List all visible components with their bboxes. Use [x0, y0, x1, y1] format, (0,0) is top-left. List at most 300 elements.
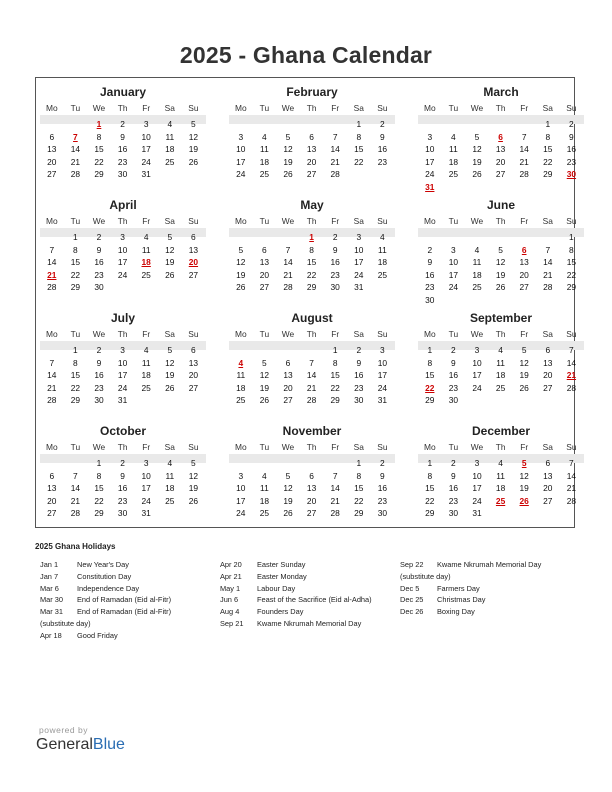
date-cell[interactable]: 18: [472, 269, 482, 280]
date-cell[interactable]: 6: [191, 232, 196, 242]
date-cell[interactable]: 25: [472, 282, 482, 293]
date-cell[interactable]: 30: [117, 508, 128, 519]
holiday-date-cell[interactable]: 22: [425, 382, 435, 393]
date-cell[interactable]: 25: [165, 495, 175, 506]
date-cell[interactable]: 26: [519, 382, 529, 393]
date-cell[interactable]: 15: [354, 144, 364, 155]
date-cell[interactable]: 17: [236, 156, 246, 167]
holiday-date-cell[interactable]: 31: [425, 182, 435, 192]
date-cell[interactable]: 12: [472, 144, 482, 155]
date-cell[interactable]: 27: [495, 169, 506, 180]
date-cell[interactable]: 21: [519, 156, 529, 167]
date-cell[interactable]: 24: [236, 508, 246, 519]
date-cell[interactable]: 29: [354, 508, 364, 519]
date-cell[interactable]: 11: [449, 144, 458, 155]
date-cell[interactable]: 7: [545, 244, 551, 255]
date-cell[interactable]: 3: [474, 458, 480, 468]
date-cell[interactable]: 26: [283, 169, 293, 180]
date-cell[interactable]: 30: [448, 508, 459, 519]
date-cell[interactable]: 18: [259, 495, 270, 506]
date-cell[interactable]: 30: [354, 395, 364, 406]
date-cell[interactable]: 10: [117, 244, 128, 255]
date-cell[interactable]: 30: [377, 508, 388, 519]
date-cell[interactable]: 11: [141, 357, 151, 368]
date-cell[interactable]: 15: [70, 257, 81, 268]
date-cell[interactable]: 11: [496, 470, 505, 481]
date-cell[interactable]: 18: [236, 382, 246, 393]
date-cell[interactable]: 23: [566, 156, 577, 167]
date-cell[interactable]: 14: [330, 483, 340, 494]
date-cell[interactable]: 28: [47, 282, 57, 293]
date-cell[interactable]: 28: [70, 169, 81, 180]
date-cell[interactable]: 4: [380, 232, 385, 242]
date-cell[interactable]: 1: [545, 119, 551, 129]
holiday-date-cell[interactable]: 6: [498, 131, 503, 142]
date-cell[interactable]: 18: [495, 483, 506, 494]
date-cell[interactable]: 8: [73, 357, 78, 368]
date-cell[interactable]: 18: [165, 483, 175, 494]
date-cell[interactable]: 7: [521, 131, 527, 142]
date-cell[interactable]: 22: [425, 495, 435, 506]
date-cell[interactable]: 16: [330, 257, 340, 268]
date-cell[interactable]: 25: [236, 395, 246, 406]
date-cell[interactable]: 9: [427, 257, 433, 268]
date-cell[interactable]: 28: [330, 508, 340, 519]
date-cell[interactable]: 27: [47, 169, 57, 180]
date-cell[interactable]: 19: [519, 483, 529, 494]
date-cell[interactable]: 6: [49, 131, 55, 142]
date-cell[interactable]: 19: [188, 144, 199, 155]
date-cell[interactable]: 19: [495, 269, 506, 280]
date-cell[interactable]: 22: [70, 382, 81, 393]
date-cell[interactable]: 20: [495, 156, 506, 167]
date-cell[interactable]: 24: [141, 495, 151, 506]
date-cell[interactable]: 6: [49, 470, 55, 481]
date-cell[interactable]: 9: [569, 131, 574, 142]
date-cell[interactable]: 9: [380, 470, 385, 481]
date-cell[interactable]: 17: [448, 269, 459, 280]
date-cell[interactable]: 22: [543, 156, 553, 167]
date-cell[interactable]: 10: [141, 470, 151, 481]
date-cell[interactable]: 14: [70, 144, 81, 155]
date-cell[interactable]: 22: [94, 495, 104, 506]
date-cell[interactable]: 28: [70, 508, 81, 519]
date-cell[interactable]: 9: [120, 131, 125, 142]
date-cell[interactable]: 14: [543, 257, 553, 268]
date-cell[interactable]: 23: [117, 495, 128, 506]
date-cell[interactable]: 20: [259, 269, 270, 280]
date-cell[interactable]: 19: [165, 257, 175, 268]
date-cell[interactable]: 11: [260, 144, 269, 155]
date-cell[interactable]: 10: [472, 357, 482, 368]
date-cell[interactable]: 27: [306, 508, 317, 519]
date-cell[interactable]: 1: [332, 345, 338, 355]
date-cell[interactable]: 23: [330, 269, 340, 280]
date-cell[interactable]: 18: [141, 370, 151, 381]
date-cell[interactable]: 24: [141, 156, 151, 167]
date-cell[interactable]: 7: [49, 357, 55, 368]
date-cell[interactable]: 27: [543, 382, 553, 393]
date-cell[interactable]: 29: [425, 508, 435, 519]
date-cell[interactable]: 2: [96, 345, 102, 355]
date-cell[interactable]: 21: [70, 156, 81, 167]
date-cell[interactable]: 5: [521, 345, 527, 355]
date-cell[interactable]: 29: [543, 169, 553, 180]
date-cell[interactable]: 2: [120, 458, 125, 468]
date-cell[interactable]: 13: [259, 257, 270, 268]
date-cell[interactable]: 9: [96, 244, 102, 255]
date-cell[interactable]: 5: [498, 244, 503, 255]
date-cell[interactable]: 23: [117, 156, 128, 167]
date-cell[interactable]: 12: [519, 470, 529, 481]
date-cell[interactable]: 13: [283, 370, 293, 381]
date-cell[interactable]: 12: [283, 483, 293, 494]
date-cell[interactable]: 2: [451, 458, 456, 468]
date-cell[interactable]: 17: [141, 483, 151, 494]
holiday-date-cell[interactable]: 25: [495, 495, 506, 506]
date-cell[interactable]: 15: [330, 370, 340, 381]
date-cell[interactable]: 15: [425, 370, 435, 381]
date-cell[interactable]: 14: [566, 470, 577, 481]
date-cell[interactable]: 8: [332, 357, 338, 368]
date-cell[interactable]: 25: [495, 382, 506, 393]
date-cell[interactable]: 27: [47, 508, 57, 519]
date-cell[interactable]: 29: [425, 395, 435, 406]
date-cell[interactable]: 6: [285, 357, 291, 368]
date-cell[interactable]: 6: [309, 470, 314, 481]
holiday-date-cell[interactable]: 26: [519, 495, 529, 506]
date-cell[interactable]: 1: [356, 119, 362, 129]
date-cell[interactable]: 26: [188, 156, 199, 167]
date-cell[interactable]: 19: [283, 495, 293, 506]
date-cell[interactable]: 13: [47, 483, 57, 494]
date-cell[interactable]: 8: [545, 131, 551, 142]
date-cell[interactable]: 2: [332, 232, 338, 242]
date-cell[interactable]: 12: [495, 257, 506, 268]
date-cell[interactable]: 15: [543, 144, 553, 155]
date-cell[interactable]: 26: [283, 508, 293, 519]
date-cell[interactable]: 10: [141, 131, 151, 142]
date-cell[interactable]: 2: [380, 119, 385, 129]
date-cell[interactable]: 14: [566, 357, 577, 368]
date-cell[interactable]: 26: [495, 282, 506, 293]
date-cell[interactable]: 18: [259, 156, 270, 167]
date-cell[interactable]: 31: [117, 395, 128, 406]
date-cell[interactable]: 23: [94, 269, 104, 280]
date-cell[interactable]: 26: [472, 169, 482, 180]
date-cell[interactable]: 25: [259, 508, 270, 519]
date-cell[interactable]: 16: [354, 370, 364, 381]
date-cell[interactable]: 30: [94, 395, 104, 406]
date-cell[interactable]: 3: [356, 232, 362, 242]
date-cell[interactable]: 11: [472, 257, 482, 268]
date-cell[interactable]: 21: [283, 269, 293, 280]
date-cell[interactable]: 12: [165, 357, 175, 368]
date-cell[interactable]: 1: [73, 345, 78, 355]
date-cell[interactable]: 4: [143, 232, 149, 242]
date-cell[interactable]: 14: [519, 144, 529, 155]
date-cell[interactable]: 8: [427, 357, 433, 368]
date-cell[interactable]: 9: [96, 357, 102, 368]
date-cell[interactable]: 18: [495, 370, 506, 381]
date-cell[interactable]: 21: [306, 382, 317, 393]
date-cell[interactable]: 8: [356, 470, 362, 481]
date-cell[interactable]: 29: [70, 282, 81, 293]
date-cell[interactable]: 26: [236, 282, 246, 293]
date-cell[interactable]: 24: [117, 382, 128, 393]
date-cell[interactable]: 24: [448, 282, 459, 293]
date-cell[interactable]: 17: [425, 156, 435, 167]
date-cell[interactable]: 26: [259, 395, 270, 406]
date-cell[interactable]: 7: [73, 470, 78, 481]
date-cell[interactable]: 21: [543, 269, 553, 280]
holiday-date-cell[interactable]: 7: [73, 131, 78, 142]
date-cell[interactable]: 5: [285, 470, 291, 481]
date-cell[interactable]: 18: [448, 156, 459, 167]
date-cell[interactable]: 17: [354, 257, 364, 268]
holiday-date-cell[interactable]: 30: [566, 169, 577, 180]
date-cell[interactable]: 11: [496, 357, 505, 368]
date-cell[interactable]: 31: [141, 169, 151, 180]
date-cell[interactable]: 28: [519, 169, 529, 180]
date-cell[interactable]: 15: [566, 257, 577, 268]
date-cell[interactable]: 19: [259, 382, 270, 393]
date-cell[interactable]: 19: [165, 370, 175, 381]
date-cell[interactable]: 26: [188, 495, 199, 506]
date-cell[interactable]: 24: [472, 495, 482, 506]
date-cell[interactable]: 10: [377, 357, 388, 368]
brand-logo[interactable]: [36, 736, 125, 754]
date-cell[interactable]: 1: [569, 232, 574, 242]
date-cell[interactable]: 4: [498, 345, 503, 355]
date-cell[interactable]: 21: [330, 495, 340, 506]
date-cell[interactable]: 27: [188, 269, 199, 280]
date-cell[interactable]: 16: [94, 257, 104, 268]
date-cell[interactable]: 17: [377, 370, 388, 381]
date-cell[interactable]: 16: [448, 370, 459, 381]
date-cell[interactable]: 14: [283, 257, 293, 268]
date-cell[interactable]: 20: [519, 269, 529, 280]
date-cell[interactable]: 18: [377, 257, 388, 268]
date-cell[interactable]: 31: [377, 395, 388, 406]
date-cell[interactable]: 10: [448, 257, 459, 268]
date-cell[interactable]: 10: [354, 244, 364, 255]
date-cell[interactable]: 29: [566, 282, 577, 293]
date-cell[interactable]: 25: [259, 169, 270, 180]
date-cell[interactable]: 25: [448, 169, 459, 180]
date-cell[interactable]: 9: [380, 131, 385, 142]
date-cell[interactable]: 8: [309, 244, 314, 255]
date-cell[interactable]: 3: [120, 232, 125, 242]
date-cell[interactable]: 23: [94, 382, 104, 393]
date-cell[interactable]: 2: [356, 345, 362, 355]
date-cell[interactable]: 1: [96, 458, 102, 468]
date-cell[interactable]: 1: [427, 458, 433, 468]
date-cell[interactable]: 11: [260, 483, 269, 494]
date-cell[interactable]: 28: [566, 382, 577, 393]
date-cell[interactable]: 6: [309, 131, 314, 142]
date-cell[interactable]: 8: [96, 131, 102, 142]
date-cell[interactable]: 15: [70, 370, 81, 381]
date-cell[interactable]: 23: [377, 495, 388, 506]
date-cell[interactable]: 13: [47, 144, 57, 155]
date-cell[interactable]: 16: [377, 483, 388, 494]
date-cell[interactable]: 16: [448, 483, 459, 494]
date-cell[interactable]: 17: [141, 144, 151, 155]
date-cell[interactable]: 22: [94, 156, 104, 167]
date-cell[interactable]: 7: [569, 345, 574, 355]
date-cell[interactable]: 10: [236, 144, 246, 155]
date-cell[interactable]: 27: [543, 495, 553, 506]
date-cell[interactable]: 24: [377, 382, 388, 393]
date-cell[interactable]: 22: [70, 269, 81, 280]
date-cell[interactable]: 7: [309, 357, 314, 368]
date-cell[interactable]: 27: [519, 282, 529, 293]
date-cell[interactable]: 17: [236, 495, 246, 506]
date-cell[interactable]: 28: [330, 169, 340, 180]
date-cell[interactable]: 22: [330, 382, 340, 393]
date-cell[interactable]: 10: [117, 357, 128, 368]
date-cell[interactable]: 22: [566, 269, 577, 280]
date-cell[interactable]: 24: [117, 269, 128, 280]
date-cell[interactable]: 1: [356, 458, 362, 468]
date-cell[interactable]: 31: [141, 508, 151, 519]
date-cell[interactable]: 31: [354, 282, 364, 293]
date-cell[interactable]: 8: [73, 244, 78, 255]
date-cell[interactable]: 13: [306, 144, 317, 155]
holiday-date-cell[interactable]: 1: [96, 119, 102, 129]
date-cell[interactable]: 13: [188, 357, 199, 368]
date-cell[interactable]: 3: [143, 458, 149, 468]
date-cell[interactable]: 12: [188, 131, 199, 142]
date-cell[interactable]: 25: [377, 269, 388, 280]
date-cell[interactable]: 21: [330, 156, 340, 167]
date-cell[interactable]: 4: [167, 458, 173, 468]
date-cell[interactable]: 16: [425, 269, 435, 280]
date-cell[interactable]: 5: [238, 244, 244, 255]
date-cell[interactable]: 20: [47, 495, 57, 506]
holiday-date-cell[interactable]: 4: [238, 357, 244, 368]
date-cell[interactable]: 7: [569, 458, 574, 468]
date-cell[interactable]: 8: [96, 470, 102, 481]
date-cell[interactable]: 6: [545, 458, 551, 468]
date-cell[interactable]: 24: [354, 269, 364, 280]
date-cell[interactable]: 7: [332, 131, 338, 142]
date-cell[interactable]: 17: [472, 370, 482, 381]
date-cell[interactable]: 7: [285, 244, 291, 255]
date-cell[interactable]: 13: [306, 483, 317, 494]
date-cell[interactable]: 10: [425, 144, 435, 155]
date-cell[interactable]: 23: [377, 156, 388, 167]
date-cell[interactable]: 14: [47, 370, 57, 381]
date-cell[interactable]: 5: [474, 131, 480, 142]
date-cell[interactable]: 22: [306, 269, 317, 280]
holiday-date-cell[interactable]: 1: [309, 232, 314, 242]
date-cell[interactable]: 2: [427, 244, 433, 255]
date-cell[interactable]: 2: [569, 119, 574, 129]
date-cell[interactable]: 13: [519, 257, 529, 268]
date-cell[interactable]: 3: [143, 119, 149, 129]
date-cell[interactable]: 26: [165, 269, 175, 280]
date-cell[interactable]: 17: [472, 483, 482, 494]
date-cell[interactable]: 2: [120, 119, 125, 129]
date-cell[interactable]: 9: [120, 470, 125, 481]
date-cell[interactable]: 13: [543, 470, 553, 481]
date-cell[interactable]: 5: [191, 119, 196, 129]
date-cell[interactable]: 29: [70, 395, 81, 406]
date-cell[interactable]: 28: [283, 282, 293, 293]
holiday-date-cell[interactable]: 5: [521, 458, 527, 468]
date-cell[interactable]: 19: [188, 483, 199, 494]
date-cell[interactable]: 17: [117, 257, 128, 268]
date-cell[interactable]: 29: [94, 169, 104, 180]
date-cell[interactable]: 21: [566, 483, 577, 494]
date-cell[interactable]: 11: [165, 470, 175, 481]
holiday-date-cell[interactable]: 6: [521, 244, 527, 255]
date-cell[interactable]: 10: [472, 470, 482, 481]
date-cell[interactable]: 25: [141, 269, 151, 280]
date-cell[interactable]: 11: [165, 131, 175, 142]
date-cell[interactable]: 14: [47, 257, 57, 268]
date-cell[interactable]: 19: [519, 370, 529, 381]
date-cell[interactable]: 15: [306, 257, 317, 268]
date-cell[interactable]: 10: [236, 483, 246, 494]
date-cell[interactable]: 3: [451, 244, 456, 255]
date-cell[interactable]: 3: [238, 470, 244, 481]
date-cell[interactable]: 22: [354, 495, 364, 506]
date-cell[interactable]: 4: [262, 470, 267, 481]
date-cell[interactable]: 5: [167, 345, 173, 355]
date-cell[interactable]: 4: [451, 131, 456, 142]
date-cell[interactable]: 4: [474, 244, 480, 255]
date-cell[interactable]: 1: [73, 232, 78, 242]
date-cell[interactable]: 27: [306, 169, 317, 180]
holiday-date-cell[interactable]: 21: [566, 370, 577, 381]
date-cell[interactable]: 3: [427, 131, 433, 142]
date-cell[interactable]: 11: [378, 244, 387, 255]
date-cell[interactable]: 16: [117, 483, 128, 494]
date-cell[interactable]: 12: [259, 370, 270, 381]
date-cell[interactable]: 19: [236, 269, 246, 280]
date-cell[interactable]: 17: [117, 370, 128, 381]
date-cell[interactable]: 27: [188, 382, 199, 393]
date-cell[interactable]: 21: [70, 495, 81, 506]
holiday-date-cell[interactable]: 20: [188, 257, 199, 268]
date-cell[interactable]: 27: [283, 395, 293, 406]
date-cell[interactable]: 19: [283, 156, 293, 167]
date-cell[interactable]: 27: [259, 282, 270, 293]
date-cell[interactable]: 28: [566, 495, 577, 506]
date-cell[interactable]: 9: [356, 357, 362, 368]
date-cell[interactable]: 20: [47, 156, 57, 167]
date-cell[interactable]: 20: [543, 483, 553, 494]
date-cell[interactable]: 4: [262, 131, 267, 142]
date-cell[interactable]: 6: [545, 345, 551, 355]
date-cell[interactable]: 29: [306, 282, 317, 293]
date-cell[interactable]: 12: [519, 357, 529, 368]
date-cell[interactable]: 23: [425, 282, 435, 293]
date-cell[interactable]: 11: [236, 370, 246, 381]
date-cell[interactable]: 3: [238, 131, 244, 142]
date-cell[interactable]: 30: [425, 295, 435, 305]
date-cell[interactable]: 20: [283, 382, 293, 393]
date-cell[interactable]: 16: [566, 144, 577, 155]
date-cell[interactable]: 15: [94, 483, 104, 494]
date-cell[interactable]: 31: [472, 508, 482, 519]
date-cell[interactable]: 15: [354, 483, 364, 494]
date-cell[interactable]: 12: [283, 144, 293, 155]
date-cell[interactable]: 4: [498, 458, 503, 468]
